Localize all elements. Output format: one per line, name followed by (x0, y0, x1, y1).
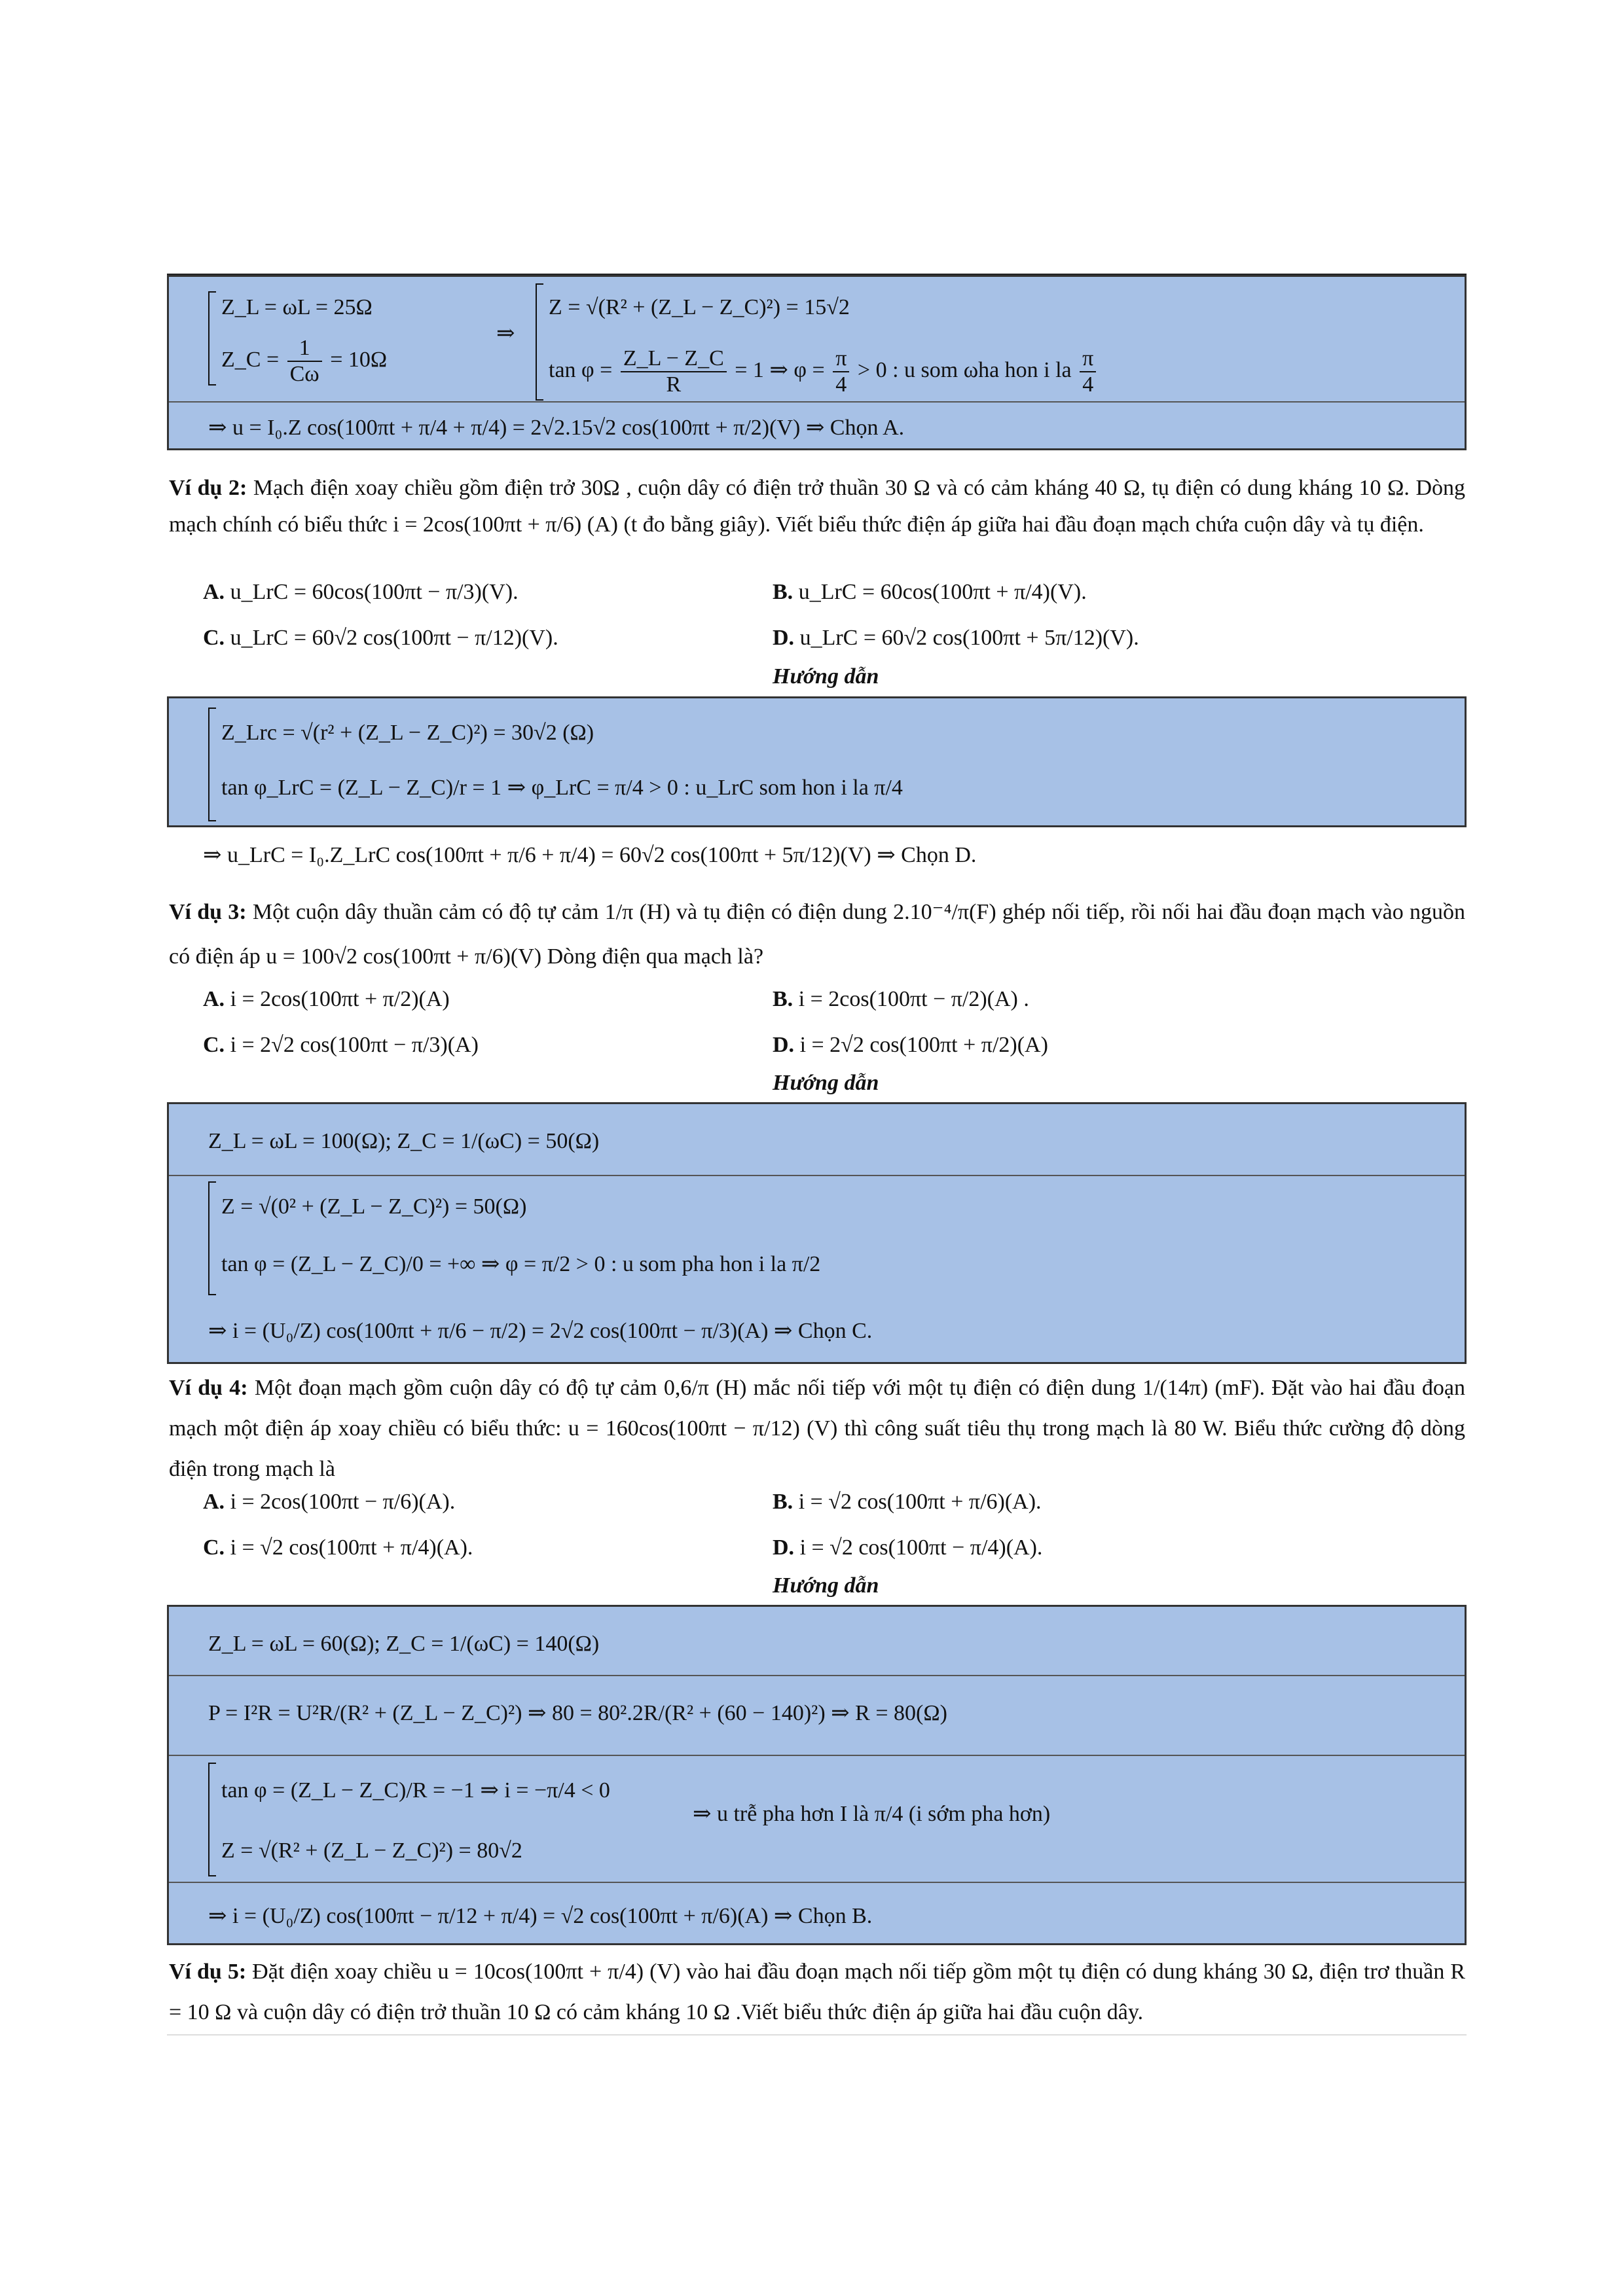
solution-box-1 (167, 275, 1467, 450)
left-brace (208, 1763, 216, 1876)
eq-i-result: ⇒ i = (U₀/Z) cos(100πt − π/12 + π/4) = √2 cos(100πt + π/6)(A) ⇒ Chọn B. (208, 1904, 873, 1928)
example-2-label: Ví dụ 2: (169, 476, 247, 500)
box-separator (169, 1755, 1465, 1756)
eq-tan: tan φ = (Z_L − Z_C)/0 = +∞ ⇒ φ = π/2 > 0 : u som pha hon i la π/2 (221, 1252, 821, 1276)
example-3 (169, 890, 1465, 979)
option-c: C. u_LrC = 60√2 cos(100πt − π/12)(V). (203, 626, 558, 650)
example-3-label: Ví dụ 3: (169, 900, 247, 924)
option-a: A. u_LrC = 60cos(100πt − π/3)(V). (203, 580, 519, 604)
option-b: B. i = 2cos(100πt − π/2)(A) . (773, 987, 1029, 1011)
guide-heading: Hướng dẫn (773, 1071, 879, 1095)
footer-rule (167, 2034, 1467, 2036)
eq-u-result: ⇒ u = I₀.Z cos(100πt + π/4 + π/4) = 2√2.15√2 cos(100πt + π/2)(V) ⇒ Chọn A. (208, 416, 905, 440)
eq-tan: tan φ = (Z_L − Z_C)/R = −1 ⇒ i = −π/4 < 0 (221, 1778, 610, 1803)
example-3-text: Một cuộn dây thuần cảm có độ tự cảm 1/π (H) và tụ điện có điện dung 2.10⁻⁴/π(F) ghép nối tiếp, rồi nối hai đầu đoạn mạch vào nguồn có điện áp u = 100√2 cos(100πt + π/6)(V) Dòng điện qua mạch là? (169, 900, 1466, 969)
eq-tan: tan φ = $\frac{Z\_L - Z\_C}{R}$ = 1 ⇒ φ = $\frac{\pi}{4}$ > 0 : u som ωha hon i la $\frac{\pi}{4}$ (549, 348, 1099, 396)
implies-arrow: ⇒ (496, 321, 515, 346)
option-b: B. u_LrC = 60cos(100πt + π/4)(V). (773, 580, 1087, 604)
solution-box-4 (167, 1605, 1467, 1945)
example-4-label: Ví dụ 4: (169, 1376, 248, 1400)
left-brace (208, 291, 216, 386)
example-2-text: Mạch điện xoay chiều gồm điện trở 30Ω , cuộn dây có điện trở thuần 30 Ω và có cảm kháng 40 Ω, tụ điện có dung kháng 10 Ω. Dòng mạch chính có biểu thức i = 2cos(100πt + π/6) (A) (t đo bằng giây). Viết biểu thức điện áp giữa hai đầu đoạn mạch chứa cuộn dây và tụ điện. (169, 476, 1466, 537)
example-5-text: Đặt điện xoay chiều u = 10cos(100πt + π/4) (V) vào hai đầu đoạn mạch nối tiếp gồm một tụ điện có dung kháng 30 Ω, điện trơ thuần R = 10 Ω và cuộn dây có điện trở thuần 10 Ω có cảm kháng 10 Ω .Viết biểu thức điện áp giữa hai đầu cuộn dây. (169, 1960, 1466, 2024)
option-d: D. i = √2 cos(100πt − π/4)(A). (773, 1535, 1043, 1560)
example-4 (169, 1368, 1465, 1490)
guide-heading: Hướng dẫn (773, 664, 879, 689)
option-d: D. i = 2√2 cos(100πt + π/2)(A) (773, 1033, 1048, 1057)
option-a: A. i = 2cos(100πt − π/6)(A). (203, 1490, 456, 1514)
example-5 (169, 1952, 1465, 2033)
box-separator (169, 1882, 1465, 1883)
solution-box-3 (167, 1102, 1467, 1364)
left-brace (208, 708, 216, 821)
solution-box-2 (167, 696, 1467, 827)
eq-z: Z = √(0² + (Z_L − Z_C)²) = 50(Ω) (221, 1194, 527, 1219)
eq-tan-lrc: tan φ_LrC = (Z_L − Z_C)/r = 1 ⇒ φ_LrC = π/4 > 0 : u_LrC som hon i la π/4 (221, 776, 903, 800)
option-b: B. i = √2 cos(100πt + π/6)(A). (773, 1490, 1042, 1514)
eq-z: Z = √(R² + (Z_L − Z_C)²) = 15√2 (549, 295, 850, 319)
box-separator (169, 1175, 1465, 1176)
eq-i-result: ⇒ i = (U₀/Z) cos(100πt + π/6 − π/2) = 2√2 cos(100πt − π/3)(A) ⇒ Chọn C. (208, 1319, 873, 1343)
eq-zl: Z_L = ωL = 25Ω (221, 295, 373, 319)
eq-power: P = I²R = U²R/(R² + (Z_L − Z_C)²) ⇒ 80 = 80².2R/(R² + (60 − 140)²) ⇒ R = 80(Ω) (208, 1701, 947, 1725)
eq-zc: Z_C = $\frac{1}{C\omega}$ = 10Ω (221, 336, 388, 386)
right-brace (536, 283, 543, 401)
guide-heading: Hướng dẫn (773, 1573, 879, 1598)
eq-z: Z = √(R² + (Z_L − Z_C)²) = 80√2 (221, 1839, 522, 1863)
eq-phase-note: ⇒ u trễ pha hơn I là π/4 (i sớm pha hơn) (693, 1802, 1051, 1826)
eq-u-lrc-result: ⇒ u_LrC = I₀.Z_LrC cos(100πt + π/6 + π/4) = 60√2 cos(100πt + 5π/12)(V) ⇒ Chọn D. (203, 843, 977, 867)
left-brace (208, 1181, 216, 1295)
eq-zl-zc: Z_L = ωL = 60(Ω); Z_C = 1/(ωC) = 140(Ω) (208, 1632, 600, 1656)
option-c: C. i = √2 cos(100πt + π/4)(A). (203, 1535, 473, 1560)
option-c: C. i = 2√2 cos(100πt − π/3)(A) (203, 1033, 479, 1057)
example-2 (169, 470, 1465, 543)
eq-zl-zc: Z_L = ωL = 100(Ω); Z_C = 1/(ωC) = 50(Ω) (208, 1129, 600, 1153)
box-separator (169, 1675, 1465, 1676)
eq-zlrc: Z_Lrc = √(r² + (Z_L − Z_C)²) = 30√2 (Ω) (221, 721, 594, 745)
example-5-label: Ví dụ 5: (169, 1960, 247, 1984)
option-a: A. i = 2cos(100πt + π/2)(A) (203, 987, 450, 1011)
example-4-text: Một đoạn mạch gồm cuộn dây có độ tự cảm 0,6/π (H) mắc nối tiếp với một tụ điện có điện dung 1/(14π) (mF). Đặt vào hai đầu đoạn mạch một điện áp xoay chiều có biểu thức: u = 160cos(100πt − π/12) (V) thì công suất tiêu thụ trong mạch là 80 W. Biểu thức cường độ dòng điện trong mạch là (169, 1376, 1466, 1481)
option-d: D. u_LrC = 60√2 cos(100πt + 5π/12)(V). (773, 626, 1139, 650)
box-separator (169, 401, 1465, 403)
